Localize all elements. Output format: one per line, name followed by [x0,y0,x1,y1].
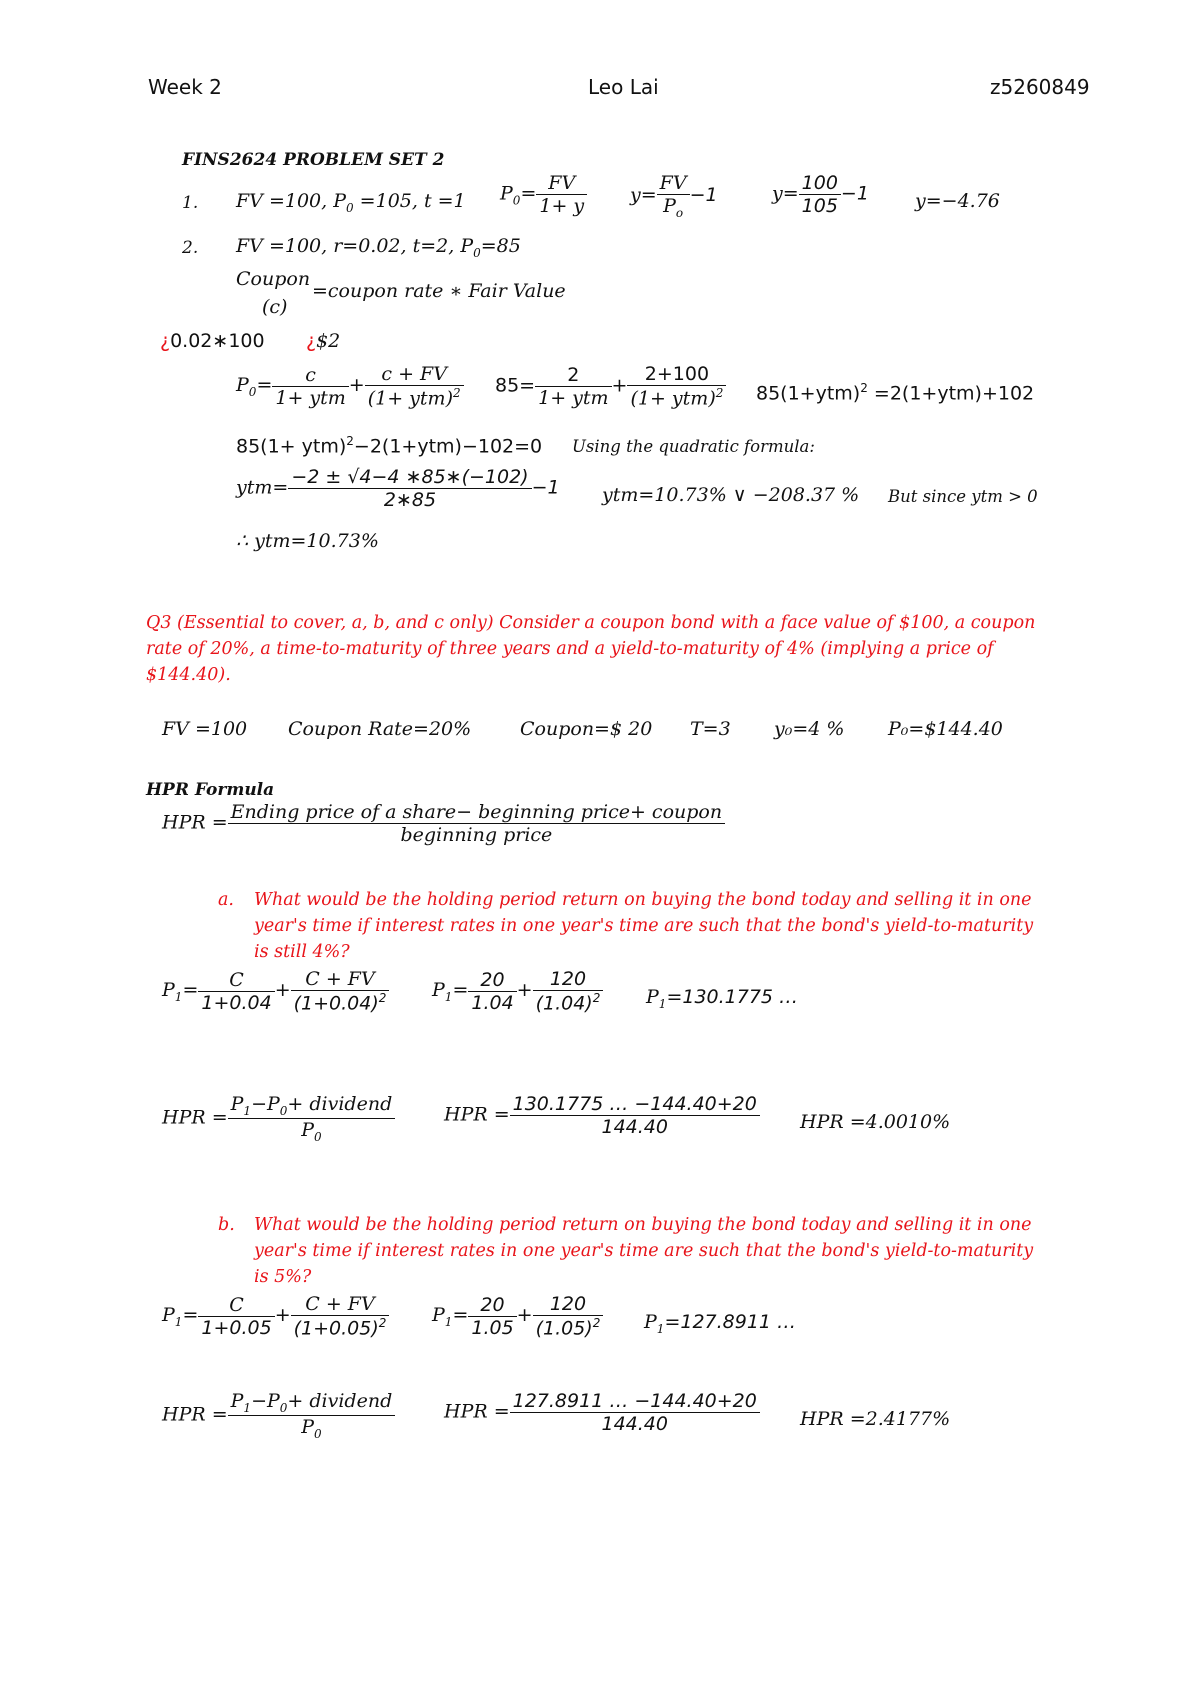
part-b-hpr-values: HPR = $\frac{127.8911 \dots -144.40+20}{144.40}$ [444,1390,760,1435]
q3-given-coupon: Coupon=$ 20 [520,718,653,740]
hpr-formula: HPR = $\frac{\text{Ending price of a share− beginning price+ coupon}}{\text{beginning price}}$ [162,801,725,846]
q2-ytm-formula: ytm= $\frac{-2 \pm √4-4 ∗85∗(-102)}{2∗85}$ −1 [236,466,560,511]
part-a-label: a. [218,890,234,910]
part-b-price-result: $P_1=127.8911$ … [644,1311,797,1336]
part-a-question: What would be the holding period return on buying the bond today and selling it in one year's time if interest rates in one year's time are such that the bond's yield-to-maturity is still 4%? [254,890,1034,962]
header-week: Week 2 [148,75,222,99]
q2-coupon-formula: =coupon rate ∗ Fair Value [312,280,566,302]
q3-given-yield: y₀=4 % [774,718,845,740]
q1-number: 1. [182,193,199,213]
part-b-hpr-result: HPR =2.4177% [800,1408,951,1430]
q3-given-price: P₀=$144.40 [888,718,1003,740]
part-a-price-values: $P_1=$ $\frac{20}{1.04}$ + $\frac{120}{(1.04)^2}$ [432,968,603,1014]
part-a-hpr-formula: HPR = $\frac{P_1-P_0+ dividend}{P_0}$ [162,1093,395,1144]
part-b-price-formula: $P_1=$ $\frac{C}{1+0.05}$ + $\frac{C + FV}{(1+0.05)^2}$ [162,1293,389,1339]
q3-given-maturity: T=3 [690,718,731,740]
q3-prompt: Q3 (Essential to cover, a, b, and c only) Consider a coupon bond with a face value of $100, a coupon rate of 20%, a time-to-maturity of three years and a yield-to-maturity of 4% (implying a price of $144.40). [146,613,1036,685]
q2-ytm-note: But since ytm > 0 [888,487,1038,506]
q2-expanded-equation: $85(1+ytm)^2 =2(1+ytm)+102$ [756,381,1035,405]
q2-step-product: ¿0.02∗100 [160,330,265,352]
part-a-price-formula: $P_1=$ $\frac{C}{1+0.04}$ + $\frac{C + FV}{(1+0.04)^2}$ [162,968,389,1014]
part-b-hpr-formula: HPR = $\frac{P_1-P_0+ dividend}{P_0}$ [162,1390,395,1441]
q2-ytm-solutions: ytm=10.73% ∨ −208.37 % [602,484,860,506]
part-b-label: b. [218,1215,235,1235]
q2-price-values: 85= $\frac{2}{\text{1+ ytm}}$ + $\frac{2+100}{(1+ ytm)^2}$ [495,363,726,409]
q2-number: 2. [182,238,199,258]
q1-result: y=−4.76 [915,190,1000,212]
q2-coupon-label: Coupon (c) [236,268,311,318]
q2-quadratic: 85(1+ ytm)$^2$−2(1+ytm)−102=0 [236,434,543,458]
part-a-price-result: $P_1=130.1775$ … [646,986,799,1011]
part-a-hpr-result: HPR =4.0010% [800,1111,951,1133]
q1-formula-values: y= $\frac{100}{105}$ −1 [772,172,869,217]
q2-step-coupon: ¿$2 [306,330,341,352]
q1-givens: FV =100, $P_0 =105$, t =1 [236,190,466,215]
q2-givens: FV =100, r=0.02, t=2, $P_0=85$ [236,235,521,260]
part-b-question: What would be the holding period return on buying the bond today and selling it in one year's time if interest rates in one year's time are such that the bond's yield-to-maturity is 5%? [254,1215,1034,1287]
header-id: z5260849 [990,75,1090,99]
part-b-price-values: $P_1=$ $\frac{20}{1.05}$ + $\frac{120}{(1.05)^2}$ [432,1293,603,1339]
q3-given-fv: FV =100 [162,718,248,740]
problem-set-title: FINS2624 PROBLEM SET 2 [182,150,445,170]
q2-price-formula: $P_0=$ $\frac{c}{\text{1+ ytm}}$ + $\frac{c + FV}{(1+ ytm)^2}$ [236,363,464,409]
q2-quadratic-note: Using the quadratic formula: [572,437,815,456]
q1-formula-price: $P_0=$ $\frac{FV}{1+ y}$ [500,172,587,217]
q2-ytm-final: ∴ ytm=10.73% [236,530,379,552]
hpr-heading: HPR Formula [146,780,275,800]
part-a-hpr-values: HPR = $\frac{130.1775 \dots -144.40+20}{144.40}$ [444,1093,760,1138]
q1-formula-yield: y= $\frac{FV}{P_o}$ −1 [630,172,718,220]
header-name: Leo Lai [588,75,659,99]
q3-given-coupon-rate: Coupon Rate=20% [288,718,472,740]
